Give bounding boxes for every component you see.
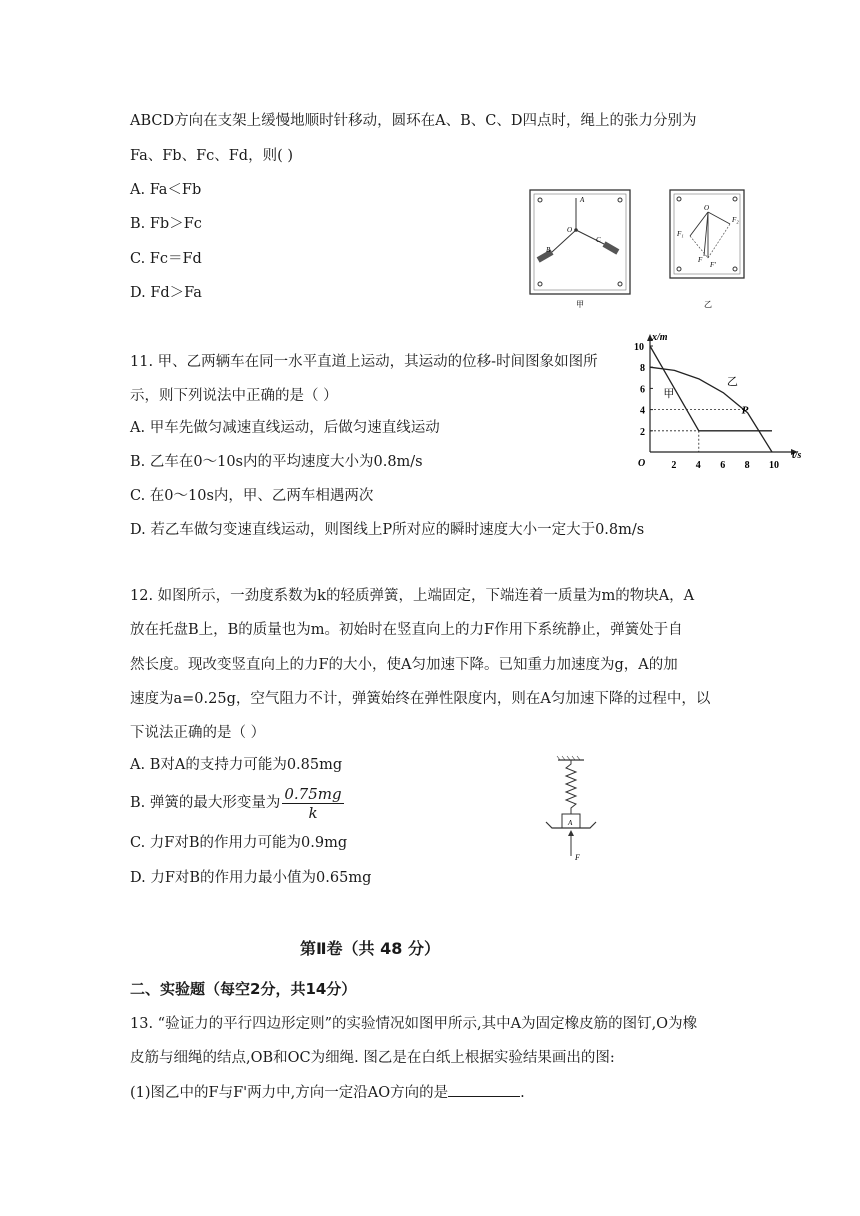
fig-jia-label-b: B xyxy=(546,246,551,254)
q12-block-label: A xyxy=(568,819,573,827)
origin-label: O xyxy=(638,458,646,469)
q12-option-b xyxy=(130,782,344,824)
series-yi-label: 乙 xyxy=(726,376,738,389)
q12-spring-figure xyxy=(540,756,604,864)
q12-option-b-prefix: B. 弹簧的最大形变量为 xyxy=(130,795,281,811)
q13-line3-prefix: (1)图乙中的F与F'两力中,方向一定沿AO方向的是 xyxy=(130,1085,449,1101)
part2-title: 第Ⅱ卷（共 48 分） xyxy=(300,939,440,958)
q11-option-d: D. 若乙车做匀变速直线运动，则图线上P所对应的瞬时速度大小一定大于0.8m/s xyxy=(130,522,645,538)
x-tick-label: 10 xyxy=(769,460,779,471)
q11-option-a: A. 甲车先做匀减速直线运动，后做匀速直线运动 xyxy=(130,420,440,436)
q10-option-c: C. Fc＝Fd xyxy=(130,251,202,267)
section2-title: 二、实验题（每空2分，共14分） xyxy=(130,980,357,998)
q10-option-b: B. Fb＞Fc xyxy=(130,216,202,232)
y-tick-label: 4 xyxy=(640,405,645,417)
fig-yi-caption: 乙 xyxy=(704,300,712,309)
series-jia-label: 甲 xyxy=(663,387,675,400)
fig-jia-label-a: A xyxy=(580,196,585,204)
fig-yi-label-o: O xyxy=(704,204,710,212)
fig-jia-label-o: O xyxy=(567,226,573,234)
q11-stem-line2: 示，则下列说法中正确的是（ ） xyxy=(130,388,338,404)
q12-option-b-fraction xyxy=(282,785,343,822)
fig-yi-label-f: F xyxy=(698,256,703,264)
q10-stem-line2: Fa、Fb、Fc、Fd，则( ) xyxy=(130,148,294,164)
q12-stem-line1: 12. 如图所示，一劲度系数为k的轻质弹簧，上端固定，下端连着一质量为m的物块A，A xyxy=(130,588,695,604)
q13-line3-suffix: . xyxy=(520,1085,525,1101)
y-axis-label: x/m xyxy=(652,332,668,343)
point-p-label: P xyxy=(741,404,749,417)
fig-yi-label-f1: F₁ xyxy=(677,230,684,238)
q10-figure-yi xyxy=(668,186,748,310)
q10-option-d: D. Fd＞Fa xyxy=(130,285,202,301)
q12-option-c: C. 力F对B的作用力可能为0.9mg xyxy=(130,835,348,851)
y-tick-label: 6 xyxy=(640,384,645,396)
q12-option-a: A. B对A的支持力可能为0.85mg xyxy=(130,757,343,773)
q10-stem-line1: ABCD方向在支架上缓慢地顺时针移动，圆环在A、B、C、D四点时，绳上的张力分别为 xyxy=(130,113,697,129)
fig-yi-label-fprime: F' xyxy=(710,261,716,269)
q12-fraction-denominator: k xyxy=(308,803,318,822)
x-tick-label: 6 xyxy=(720,460,726,471)
x-axis-label: t/s xyxy=(792,450,802,461)
q11-stem-line1: 11. 甲、乙两辆车在同一水平直道上运动，其运动的位移-时间图象如图所 xyxy=(130,354,598,370)
y-tick-label: 8 xyxy=(640,363,645,375)
x-tick-label: 2 xyxy=(671,460,677,471)
q11-xt-chart xyxy=(628,332,802,492)
q11-option-c: C. 在0～10s内，甲、乙两车相遇两次 xyxy=(130,488,374,504)
q12-fraction-numerator: 0.75mg xyxy=(284,784,342,803)
q12-stem-line5: 下说法正确的是（ ） xyxy=(130,725,266,741)
q12-stem-line4: 速度为a=0.25g，空气阻力不计，弹簧始终在弹性限度内，则在A匀加速下降的过程中，以 xyxy=(130,691,711,707)
y-tick-label: 10 xyxy=(634,342,644,353)
q10-figure-jia xyxy=(526,186,636,310)
q12-option-d: D. 力F对B的作用力最小值为0.65mg xyxy=(130,870,372,886)
fig-yi-label-f2: F₂ xyxy=(732,216,739,224)
fig-jia-caption: 甲 xyxy=(576,300,584,309)
q13-line1: 13. “验证力的平行四边形定则”的实验情况如图甲所示,其中A为固定橡皮筋的图钉,O为橡 xyxy=(130,1016,698,1032)
q12-stem-line3: 然长度。现改变竖直向上的力F的大小，使A匀加速下降。已知重力加速度为g，A的加 xyxy=(130,657,678,673)
q11-option-b: B. 乙车在0～10s内的平均速度大小为0.8m/s xyxy=(130,454,423,470)
x-tick-label: 4 xyxy=(695,460,701,471)
q13-answer-blank xyxy=(448,1082,520,1097)
x-tick-label: 8 xyxy=(744,460,750,471)
q12-stem-line2: 放在托盘B上，B的质量也为m。初始时在竖直向上的力F作用下系统静止，弹簧处于自 xyxy=(130,622,683,638)
fig-jia-label-c: C xyxy=(596,236,601,244)
q12-force-label: F xyxy=(575,853,580,862)
q10-option-a: A. Fa＜Fb xyxy=(130,182,202,198)
y-tick-label: 2 xyxy=(640,426,645,438)
q13-line2: 皮筋与细绳的结点,OB和OC为细绳. 图乙是在白纸上根据实验结果画出的图: xyxy=(130,1050,615,1066)
q13-line3 xyxy=(130,1082,525,1103)
